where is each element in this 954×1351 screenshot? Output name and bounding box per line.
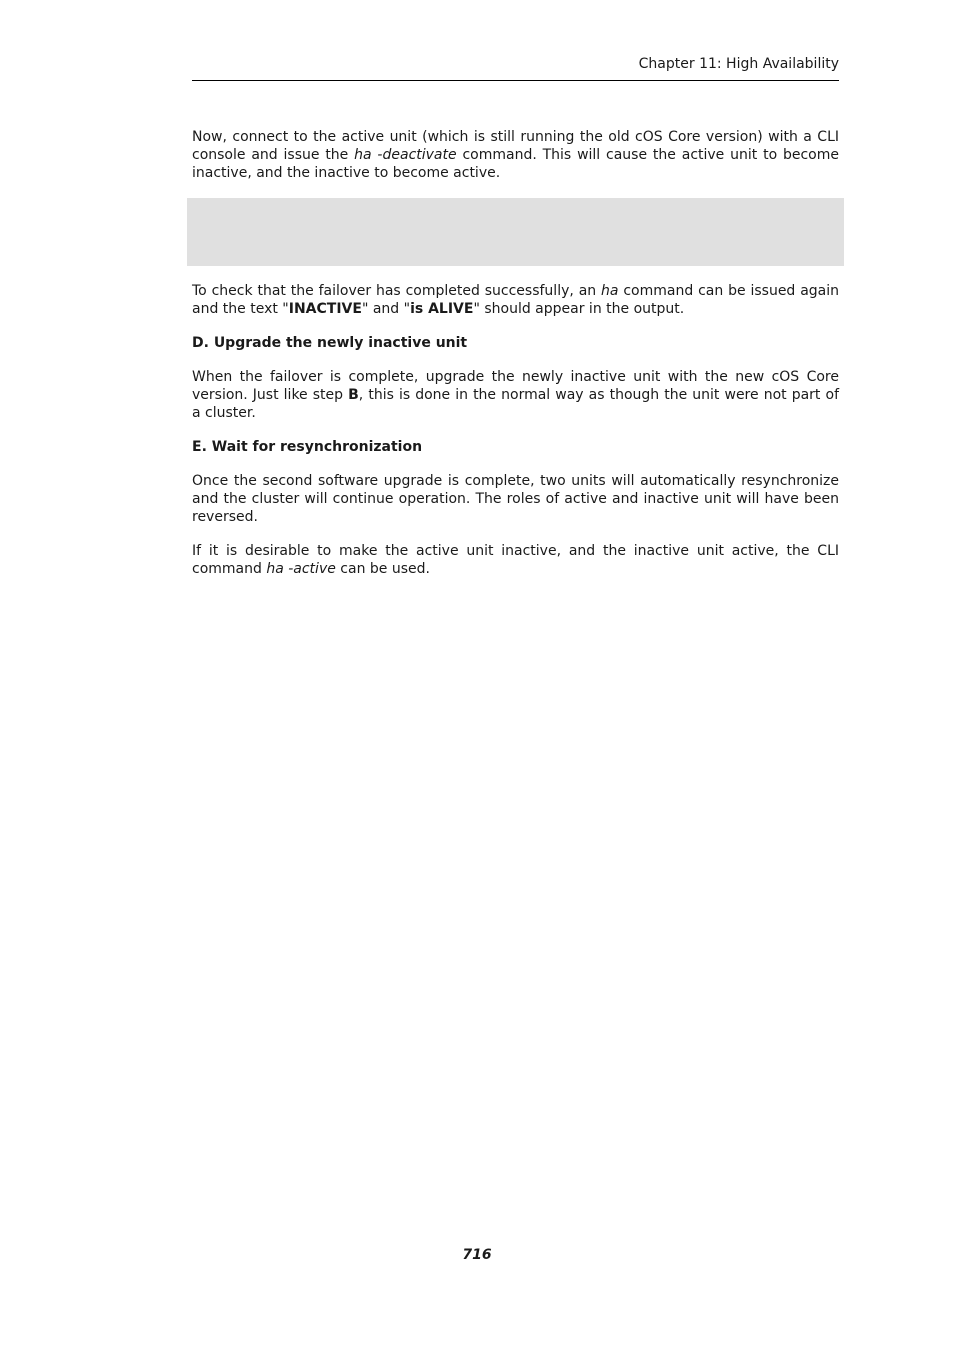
chapter-title: Chapter 11: High Availability bbox=[638, 56, 839, 72]
text-run: If it is desirable to make the active unit inactive, and the inactive unit active, the CLI command bbox=[192, 543, 839, 577]
command-ha-active: ha -active bbox=[266, 561, 336, 577]
text-run: To check that the failover has completed successfully, an bbox=[192, 283, 602, 299]
text-run: command. This will cause the active unit to become inactive, and the inactive to become active. bbox=[192, 147, 840, 181]
resync-paragraph: Once the second software upgrade is complete, two units will automatically resynchronize and the cluster will continue operation. The roles of active and inactive unit will have been reversed. bbox=[192, 473, 839, 525]
text-run: command can be issued again and the text " bbox=[192, 283, 839, 317]
command-ha-deactivate: ha -deactivate bbox=[354, 147, 457, 163]
page-number: 716 bbox=[462, 1247, 492, 1263]
keyword-is-alive: is ALIVE bbox=[410, 301, 474, 317]
text-run: can be used. bbox=[335, 561, 430, 577]
page-content bbox=[192, 128, 839, 594]
failover-check-paragraph bbox=[192, 282, 839, 318]
text-run: Now, connect to the active unit (which is still running the old cOS Core version) with a CLI console and issue the bbox=[192, 129, 839, 163]
section-heading-d: D. Upgrade the newly inactive unit bbox=[192, 335, 468, 351]
text-run: " should appear in the output. bbox=[473, 301, 685, 317]
text-run: " and " bbox=[361, 301, 411, 317]
text-run: When the failover is complete, upgrade the newly inactive unit with the new cOS Core version. Just like step bbox=[192, 369, 839, 403]
section-heading-e: E. Wait for resynchronization bbox=[192, 439, 423, 455]
keyword-inactive: INACTIVE bbox=[288, 301, 362, 317]
page-header bbox=[192, 55, 839, 81]
step-reference-b: B bbox=[348, 387, 359, 403]
code-example-box bbox=[187, 198, 844, 266]
failover-instruction-paragraph bbox=[192, 128, 839, 182]
swap-roles-paragraph bbox=[192, 542, 839, 578]
text-run: , this is done in the normal way as though the unit were not part of a cluster. bbox=[192, 387, 839, 421]
command-ha: ha bbox=[601, 283, 619, 299]
upgrade-inactive-paragraph bbox=[192, 368, 839, 422]
